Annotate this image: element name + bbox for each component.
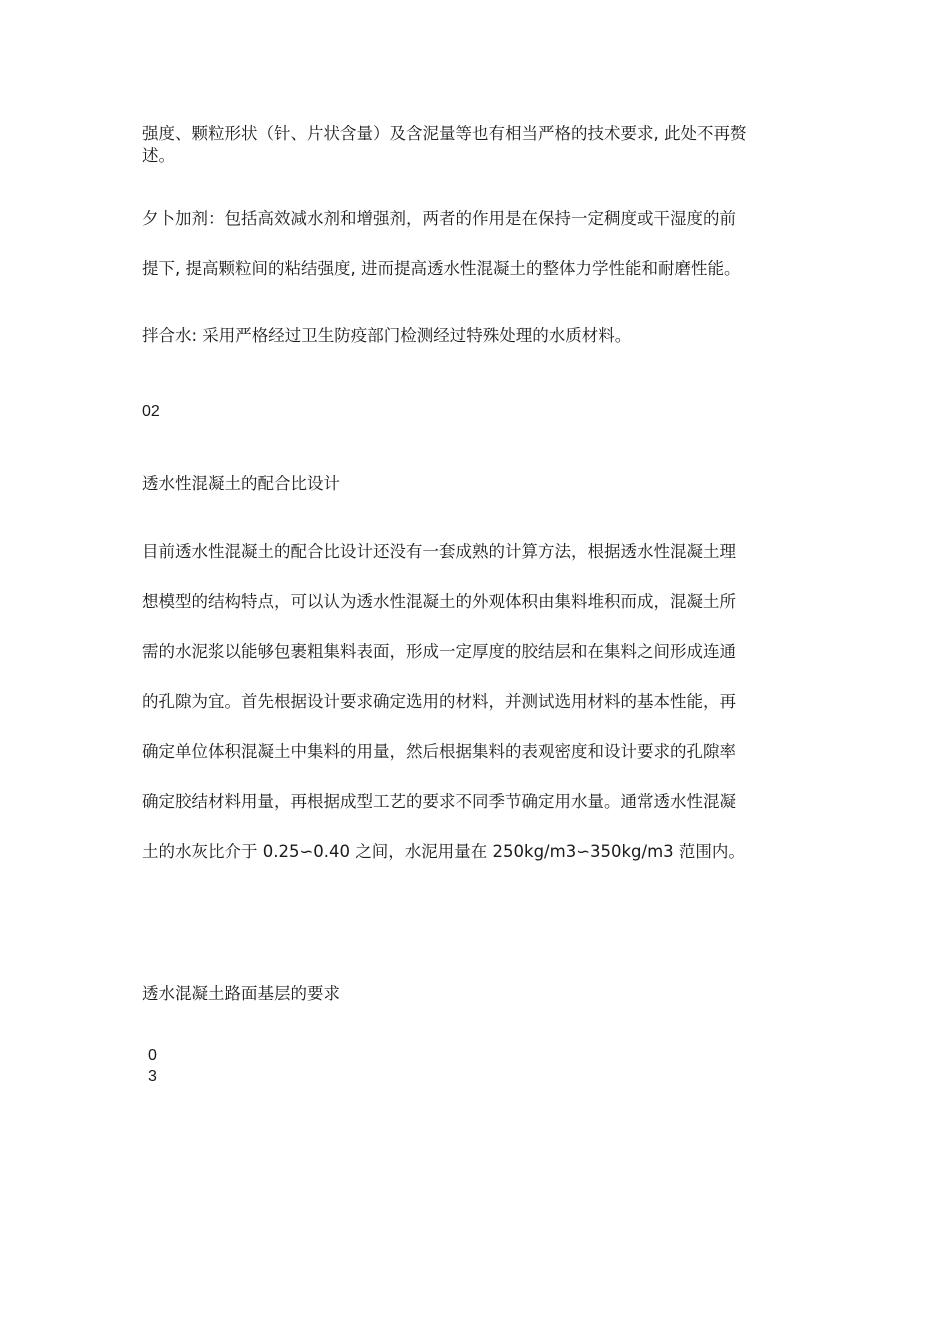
section-number-02: 02 [142,403,160,420]
paragraph-mixing-water: 拌合水: 采用严格经过卫生防疫部门检测经过特殊处理的水质材料。 [142,326,632,345]
section-number-digit: 0 [148,1047,157,1064]
section-number-digit: 3 [148,1068,157,1085]
section-heading-base-layer: 透水混凝土路面基层的要求 [142,984,340,1003]
section-number-03 [148,1045,157,1087]
paragraph-admixtures [142,194,812,294]
paragraph-aggregate-requirements [142,123,812,167]
text-line: 确定单位体积混凝土中集料的用量，然后根据集料的表观密度和设计要求的孔隙率 [142,742,736,761]
text-line: 确定胶结材料用量，再根据成型工艺的要求不同季节确定用水量。通常透水性混凝 [142,792,736,811]
text-line: 土的水灰比介于 0.25∽0.40 之间，水泥用量在 250kg/m3∽350kg/m3 范围内。 [142,842,745,861]
text-line: 想模型的结构特点，可以认为透水性混凝土的外观体积由集料堆积而成，混凝土所 [142,592,736,611]
text-line: 的孔隙为宜。首先根据设计要求确定选用的材料，并测试选用材料的基本性能，再 [142,692,736,711]
text-line: 需的水泥浆以能够包裹粗集料表面，形成一定厚度的胶结层和在集料之间形成连通 [142,642,736,661]
text-line: 提下, 提高颗粒间的粘结强度, 进而提高透水性混凝土的整体力学性能和耐磨性能。 [142,259,741,278]
text-line: 目前透水性混凝土的配合比设计还没有一套成熟的计算方法，根据透水性混凝土理 [142,542,736,561]
text-line: 述。 [142,146,175,165]
section-heading-mix-design: 透水性混凝土的配合比设计 [142,474,340,493]
text-line: 夕卜加剂：包括高效减水剂和增强剂，两者的作用是在保持一定稠度或干湿度的前 [142,209,736,228]
paragraph-mix-design [142,527,812,877]
text-line: 强度、颗粒形状（针、片状含量）及含泥量等也有相当严格的技术要求, 此处不再赘 [142,124,747,143]
